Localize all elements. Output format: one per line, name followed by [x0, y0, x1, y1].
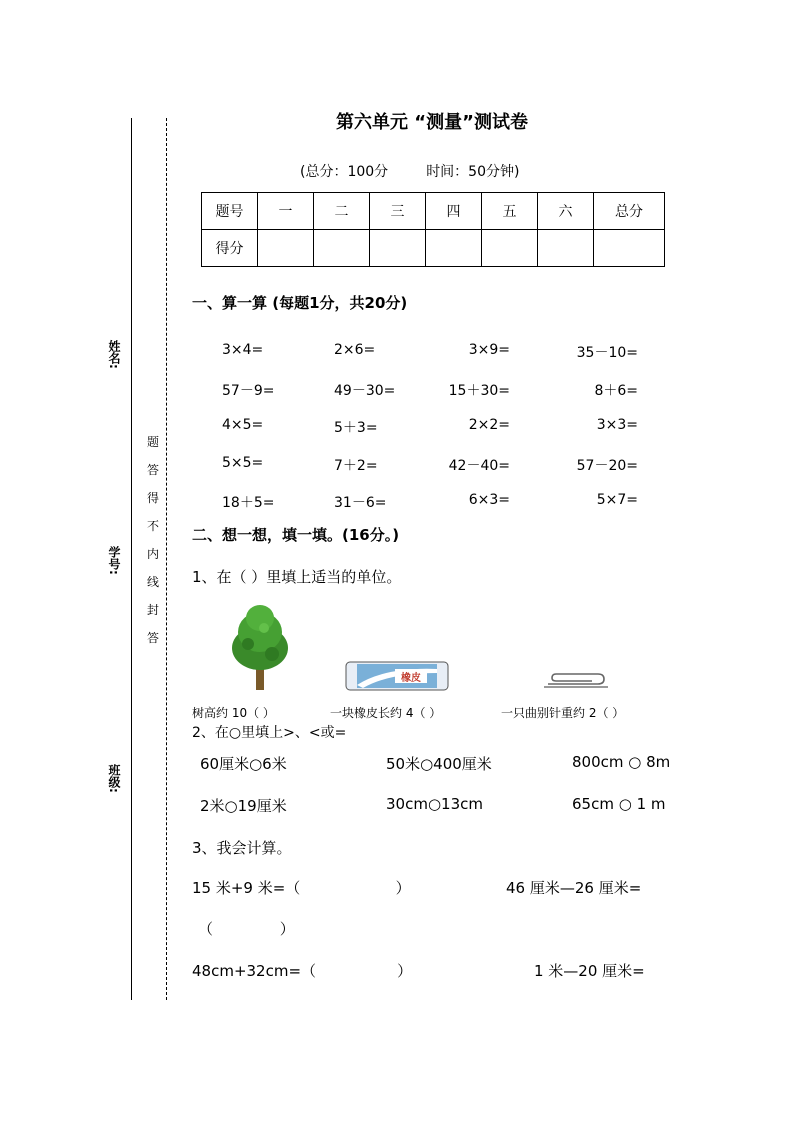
arithmetic-problem[interactable]: 8＋6= — [594, 382, 638, 399]
score-cell: 四 — [426, 193, 482, 230]
score-cell: 三 — [370, 193, 426, 230]
eraser-icon — [345, 661, 449, 691]
arithmetic-problem[interactable]: 7＋2= — [334, 457, 378, 474]
arithmetic-problem[interactable]: 3×4= — [222, 342, 264, 358]
exam-info — [300, 161, 557, 181]
tree-caption: 树高约 10（ ） — [192, 706, 275, 720]
compare-item[interactable]: 2米○19厘米 — [200, 797, 287, 815]
score-cell: 题号 — [202, 193, 258, 230]
arithmetic-problem[interactable]: 3×3= — [596, 417, 638, 433]
section2-heading: 二、想一想，填一填。(16分。) — [192, 526, 400, 544]
arithmetic-problem[interactable]: 35－10= — [576, 345, 638, 361]
score-entry[interactable] — [258, 230, 314, 267]
score-entry[interactable] — [370, 230, 426, 267]
eraser-label: 橡皮 — [401, 673, 421, 684]
calc-item[interactable]: 48cm+32cm=（ ） — [192, 962, 413, 980]
seal-char: 不 — [146, 519, 159, 533]
arithmetic-problem[interactable]: 18＋5= — [222, 495, 275, 511]
seal-char: 线 — [146, 575, 159, 589]
question-3: 3、我会计算。 — [192, 839, 292, 857]
arithmetic-problem[interactable]: 5×7= — [596, 492, 638, 508]
section1-heading: 一、算一算 (每题1分，共20分) — [192, 294, 408, 312]
score-cell: 一 — [258, 193, 314, 230]
tree-icon — [222, 604, 298, 692]
score-entry[interactable] — [482, 230, 538, 267]
compare-item[interactable]: 60厘米○6米 — [200, 755, 287, 773]
seal-char: 封 — [146, 603, 159, 617]
score-entry[interactable] — [538, 230, 594, 267]
compare-item[interactable]: 65cm ○ 1 m — [572, 795, 666, 813]
score-entry[interactable] — [426, 230, 482, 267]
arithmetic-problem[interactable]: 2×6= — [334, 342, 376, 358]
binding-solid-line — [131, 118, 132, 1000]
calc-answer-blank[interactable]: （ ） — [198, 920, 295, 938]
score-cell: 总分 — [594, 193, 665, 230]
score-table — [201, 192, 665, 267]
paper-clip-icon — [544, 672, 608, 690]
score-cell: 五 — [482, 193, 538, 230]
score-cell: 二 — [314, 193, 370, 230]
arithmetic-problem[interactable]: 6×3= — [468, 492, 510, 508]
arithmetic-problem[interactable]: 31－6= — [334, 495, 387, 511]
question-2: 2、在○里填上>、<或= — [192, 725, 347, 741]
seal-line-notice — [146, 434, 160, 646]
arithmetic-problem[interactable]: 57－9= — [222, 382, 275, 399]
score-entry[interactable] — [594, 230, 665, 267]
student-number-label: 学号: — [107, 546, 121, 575]
arithmetic-problem[interactable]: 3×9= — [468, 342, 510, 358]
compare-item[interactable]: 800cm ○ 8m — [572, 753, 671, 771]
arithmetic-problem[interactable]: 15＋30= — [448, 382, 510, 399]
seal-char: 内 — [146, 547, 159, 561]
seal-char: 答 — [146, 631, 159, 645]
arithmetic-problem[interactable]: 49－30= — [334, 382, 396, 399]
arithmetic-problem[interactable]: 5＋3= — [334, 420, 378, 436]
score-cell: 得分 — [202, 230, 258, 267]
score-entry[interactable] — [314, 230, 370, 267]
seal-char: 答 — [146, 463, 159, 477]
arithmetic-problem[interactable]: 5×5= — [222, 454, 264, 471]
time-text: 时间：50分钟) — [426, 164, 520, 180]
score-cell: 六 — [538, 193, 594, 230]
seal-char: 题 — [146, 435, 159, 449]
arithmetic-problem[interactable]: 57－20= — [576, 457, 638, 474]
paper-clip-caption: 一只曲别针重约 2（ ） — [501, 706, 625, 720]
question-1: 1、在（ ）里填上适当的单位。 — [192, 568, 402, 586]
score-table-score-row — [202, 230, 665, 267]
compare-item[interactable]: 50米○400厘米 — [386, 755, 492, 773]
calc-item[interactable]: 15 米+9 米=（ ） — [192, 879, 411, 897]
arithmetic-problem[interactable]: 2×2= — [468, 417, 510, 433]
eraser-caption: 一块橡皮长约 4（ ） — [330, 706, 442, 720]
name-label: 姓名: — [107, 340, 121, 369]
arithmetic-problem[interactable]: 42－40= — [448, 457, 510, 474]
binding-dashed-line — [166, 118, 167, 1000]
arithmetic-problem[interactable]: 4×5= — [222, 417, 264, 433]
score-table-header-row — [202, 193, 665, 230]
calc-item[interactable]: 46 厘米—26 厘米= — [506, 879, 642, 897]
seal-char: 得 — [146, 491, 159, 505]
class-label: 班级: — [107, 764, 121, 793]
compare-item[interactable]: 30cm○13cm — [386, 795, 483, 813]
total-score-text: (总分：100分 — [300, 164, 389, 180]
calc-item[interactable]: 1 米—20 厘米= — [534, 962, 645, 980]
page-title: 第六单元 “测量”测试卷 — [336, 112, 528, 133]
